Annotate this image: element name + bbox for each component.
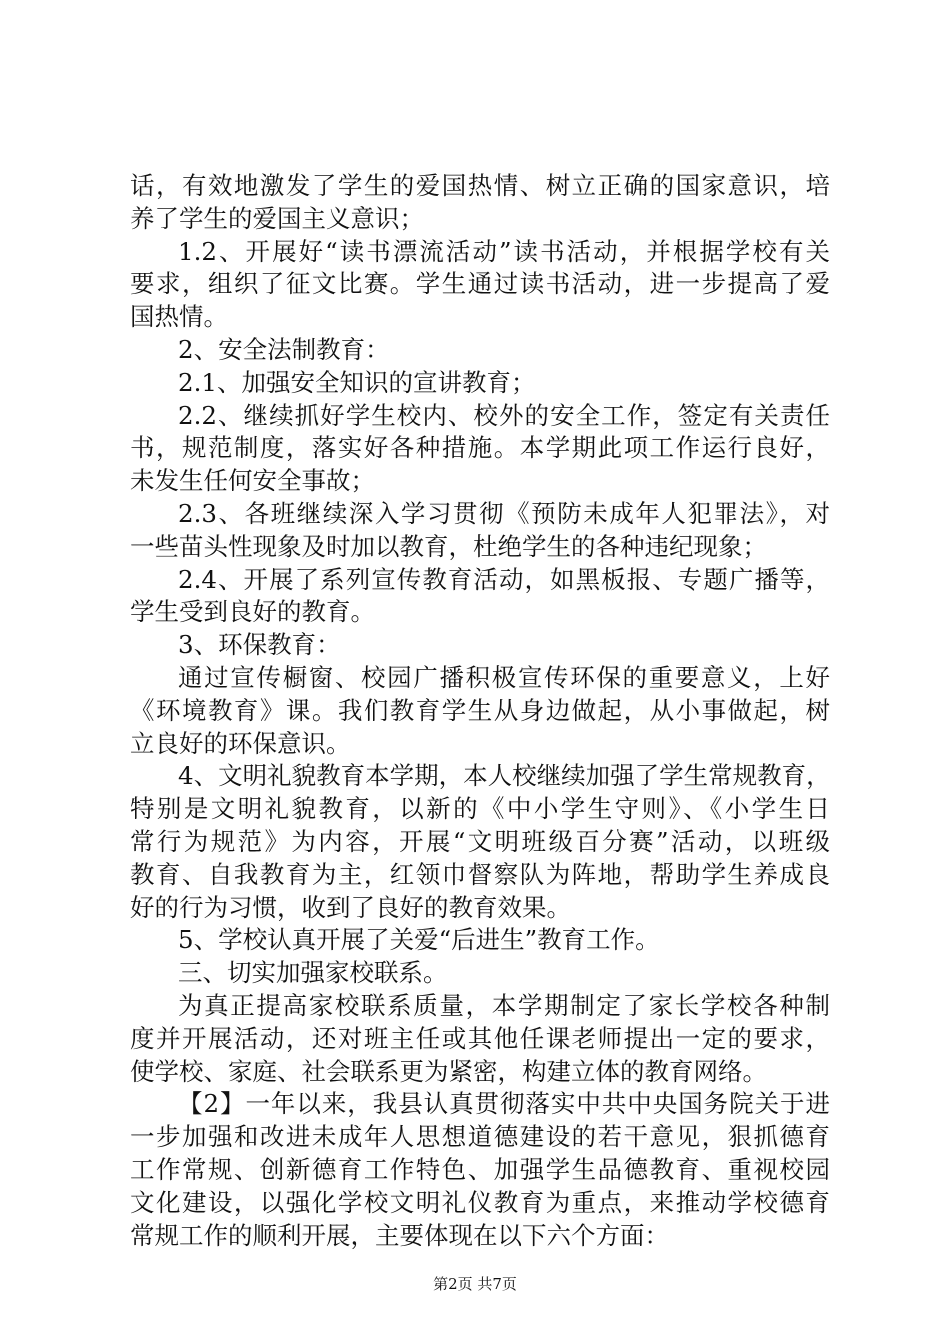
text-line: 未发生任何安全事故； [130,466,375,496]
text-line: 通过宣传橱窗、校园广播积极宣传环保的重要意义，上好 [178,662,830,692]
text-line: 一步加强和改进未成年人思想道德建设的若干意见，狠抓德育 [130,1122,830,1152]
text-line: 度并开展活动，还对班主任或其他任课老师提出一定的要求， [130,1023,830,1053]
text-line: 为真正提高家校联系质量，本学期制定了家长学校各种制 [178,990,830,1020]
text-line: 《环境教育》课。我们教育学生从身边做起，从小事做起，树 [130,695,830,725]
text-line: 一些苗头性现象及时加以教育，杜绝学生的各种违纪现象； [130,531,767,561]
text-line: 立良好的环保意识。 [130,728,351,758]
text-line: 常规工作的顺利开展，主要体现在以下六个方面： [130,1220,669,1250]
text-line: 3、环保教育： [178,630,341,660]
text-line: 4、文明礼貌教育本学期，本人校继续加强了学生常规教育， [178,761,831,791]
text-line: 2.2、继续抓好学生校内、校外的安全工作，签定有关责任 [178,400,830,430]
text-line: 养了学生的爱国主义意识； [130,203,424,233]
text-line: 文化建设，以强化学校文明礼仪教育为重点，来推动学校德育 [130,1187,830,1217]
document-body [130,170,830,1252]
text-line: 常行为规范》为内容，开展“文明班级百分赛”活动，以班级 [130,826,830,856]
text-line: 特别是文明礼貌教育，以新的《中小学生守则》、《小学生日 [130,794,830,824]
text-line: 2.3、各班继续深入学习贯彻《预防未成年人犯罪法》，对 [178,498,830,528]
text-line: 2.4、开展了系列宣传教育活动，如黑板报、专题广播等， [178,564,830,594]
text-line: 工作常规、创新德育工作特色、加强学生品德教育、重视校园 [130,1154,830,1184]
text-line: 话，有效地激发了学生的爱国热情、树立正确的国家意识，培 [130,171,830,200]
text-line: 国热情。 [130,302,228,332]
text-line: 【2】一年以来，我县认真贯彻落实中共中央国务院关于进 [178,1089,830,1119]
text-line: 5、学校认真开展了关爱“后进生”教育工作。 [178,925,660,955]
text-line: 教育、自我教育为主，红领巾督察队为阵地，帮助学生养成良 [130,859,830,889]
page-footer: 第2页 共7页 [433,1275,517,1293]
text-line: 书，规范制度，落实好各种措施。本学期此项工作运行良好， [130,433,830,463]
text-line: 1.2、开展好“读书漂流活动”读书活动，并根据学校有关 [178,236,830,266]
text-line: 要求，组织了征文比赛。学生通过读书活动，进一步提高了爱 [130,269,830,299]
text-line: 使学校、家庭、社会联系更为紧密，构建立体的教育网络。 [130,1056,767,1086]
text-line: 2、安全法制教育： [178,334,390,364]
text-line: 学生受到良好的教育。 [130,597,375,627]
text-line: 好的行为习惯，收到了良好的教育效果。 [130,892,571,922]
text-line: 2.1、加强安全知识的宣讲教育； [178,367,536,397]
text-line: 三、切实加强家校联系。 [178,958,448,988]
